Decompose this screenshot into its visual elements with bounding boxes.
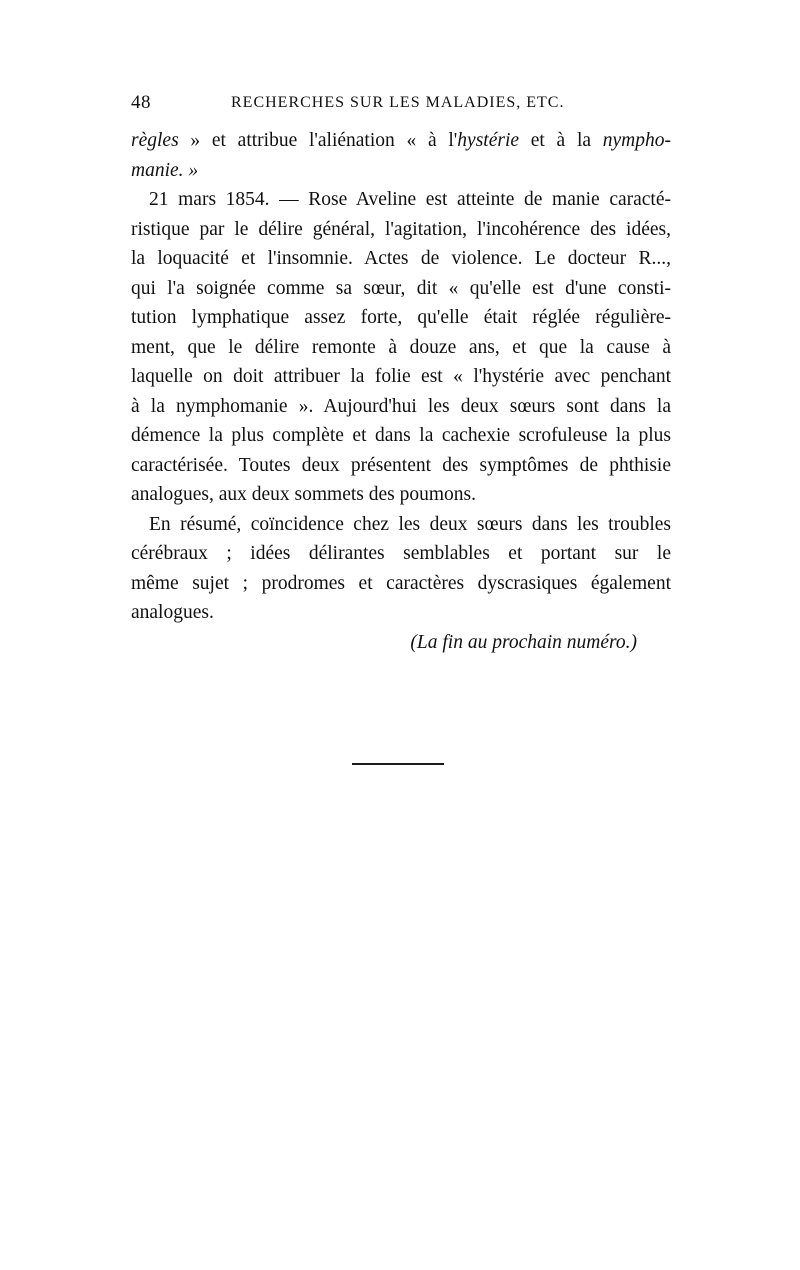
- running-title: RECHERCHES SUR LES MALADIES, ETC.: [231, 94, 565, 111]
- text-line: ment, que le délire remonte à douze ans, et que la cause à: [131, 336, 671, 358]
- text-line: En résumé, coïncidence chez les deux sœurs dans les troubles: [149, 513, 671, 535]
- paragraph-1: [131, 126, 671, 185]
- text-line: ristique par le délire général, l'agitation, l'incohérence des idées,: [131, 218, 671, 240]
- text-run: et à la: [519, 130, 603, 151]
- continuation-note: (La fin au prochain numéro.): [410, 631, 637, 653]
- italic-word: hystérie: [457, 130, 520, 151]
- text-line: à la nymphomanie ». Aujourd'hui les deux sœurs sont dans la: [131, 395, 671, 417]
- italic-word: règles: [131, 130, 179, 151]
- text-line: même sujet ; prodromes et caractères dyscrasiques également: [131, 572, 671, 594]
- text-line: [131, 126, 671, 156]
- body-text: [131, 126, 671, 657]
- text-line: qui l'a soignée comme sa sœur, dit « qu'elle est d'une consti-: [131, 277, 671, 299]
- text-line: laquelle on doit attribuer la folie est « l'hystérie avec penchant: [131, 366, 671, 387]
- text-line: cérébraux ; idées délirantes semblables et portant sur le: [131, 543, 671, 564]
- text-line: caractérisée. Toutes deux présentent des symptômes de phthisie: [131, 454, 671, 476]
- paragraph-3: [131, 510, 671, 628]
- text-line: tution lymphatique assez forte, qu'elle était réglée régulière-: [131, 307, 671, 328]
- paragraph-2: [131, 185, 671, 510]
- text-line: démence la plus complète et dans la cachexie scrofuleuse la plus: [131, 425, 671, 446]
- text-line: analogues, aux deux sommets des poumons.: [131, 484, 476, 505]
- text-line: la loquacité et l'insomnie. Actes de violence. Le docteur R...,: [131, 248, 671, 269]
- page-number: 48: [131, 92, 151, 113]
- text-run: » et attribue l'aliénation « à l': [178, 130, 458, 151]
- text-line: manie. »: [131, 159, 199, 181]
- running-head: [131, 92, 671, 118]
- section-divider: [352, 763, 444, 765]
- text-line: analogues.: [131, 602, 214, 623]
- text-line: 21 mars 1854. — Rose Aveline est atteinte de manie caracté-: [149, 189, 671, 210]
- italic-word: nympho-: [602, 130, 671, 151]
